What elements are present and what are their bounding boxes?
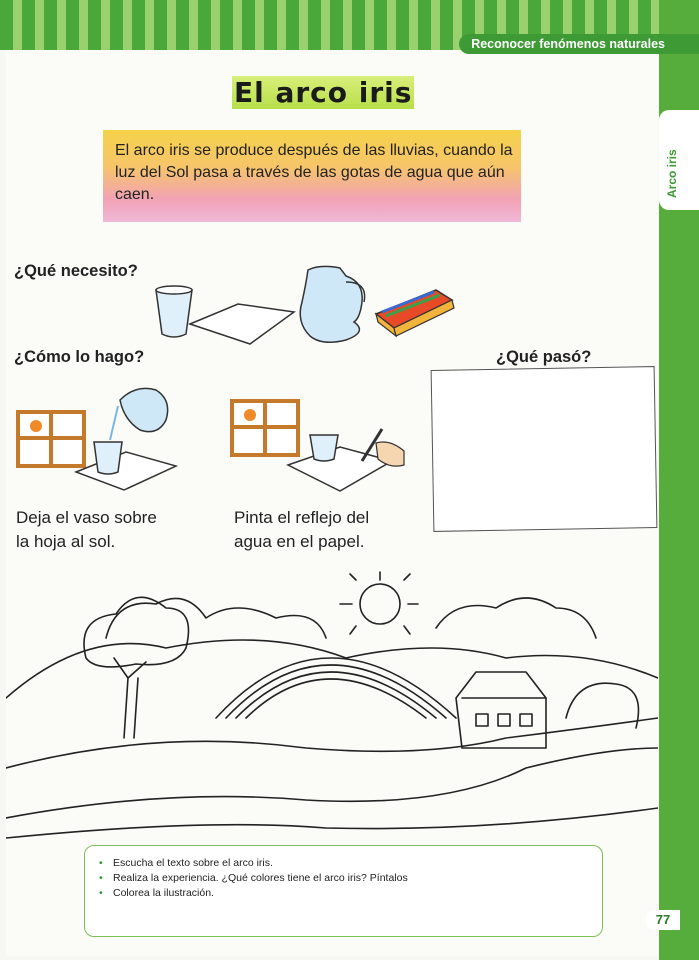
- step2-caption-line2: agua en el papel.: [234, 532, 365, 551]
- side-tab: [659, 110, 699, 210]
- instruction-item: • Escucha el texto sobre el arco iris.: [113, 856, 602, 871]
- house-icon: [456, 672, 546, 748]
- intro-box: [103, 130, 521, 222]
- river-bottom: [6, 748, 658, 818]
- rainbow-icon: [216, 658, 456, 718]
- procedure-heading: ¿Cómo lo hago?: [14, 348, 145, 366]
- step1-illustration: [16, 380, 186, 500]
- hills: [6, 640, 658, 698]
- page-title: [232, 76, 414, 109]
- page-title-text: El arco iris: [234, 76, 413, 109]
- instructions-box: [84, 845, 603, 937]
- step1-caption-line1: Deja el vaso sobre: [16, 508, 157, 527]
- materials-heading: ¿Qué necesito?: [14, 262, 138, 280]
- glass-icon: [310, 435, 338, 461]
- crayon-box-icon: [376, 290, 454, 336]
- water-jug-icon: [300, 266, 364, 342]
- clouds-left: [106, 598, 326, 638]
- intro-text: El arco iris se produce después de las lluvias, cuando la luz del Sol pasa a través de las gotas de agua que aún caen.: [115, 142, 513, 203]
- step1-caption-line2: la hoja al sol.: [16, 532, 116, 551]
- step2-caption: [234, 506, 369, 554]
- window-icon: [232, 401, 298, 455]
- landscape-coloring-illustration: [6, 568, 658, 840]
- step1-caption: [16, 506, 157, 554]
- foreground-bank: [6, 808, 658, 838]
- paper-icon: [288, 447, 392, 491]
- result-drawing-box[interactable]: [431, 366, 658, 532]
- glass-icon: [156, 286, 192, 337]
- instruction-item: • Colorea la ilustración.: [113, 886, 602, 901]
- pouring-jug-icon: [110, 388, 168, 440]
- topic-label: Reconocer fenómenos naturales: [459, 34, 699, 54]
- sun-icon: [340, 572, 418, 634]
- glass-icon: [94, 442, 122, 474]
- instructions-list: [85, 856, 602, 901]
- instruction-item: • Realiza la experiencia. ¿Qué colores tiene el arco iris? Píntalos: [113, 871, 602, 886]
- step2-caption-line1: Pinta el reflejo del: [234, 508, 370, 527]
- bush-right: [566, 683, 639, 728]
- paper-icon: [76, 452, 176, 490]
- paper-sheet-icon: [190, 304, 294, 344]
- window-icon: [18, 412, 84, 466]
- tree-icon: [84, 597, 189, 738]
- result-heading: ¿Qué pasó?: [496, 348, 592, 366]
- clouds-right: [436, 598, 596, 638]
- materials-illustration: [150, 262, 470, 352]
- side-tab-label: Arco iris: [665, 149, 679, 198]
- page-number: 77: [646, 910, 680, 930]
- step2-illustration: [230, 395, 410, 500]
